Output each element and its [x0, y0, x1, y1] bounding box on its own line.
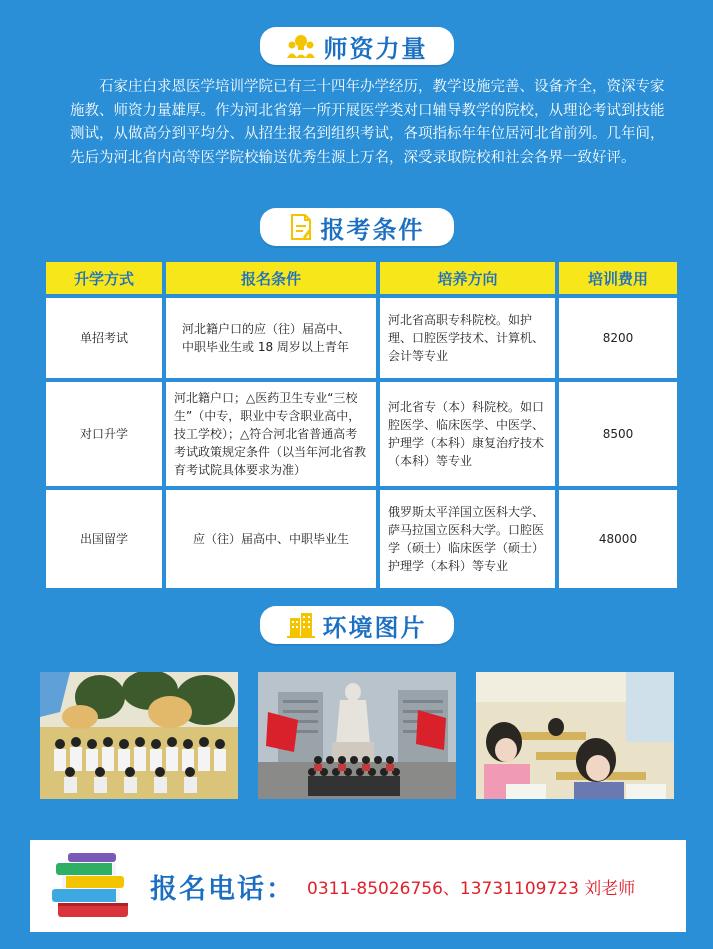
books-icon: [46, 851, 136, 921]
table-cell-method: 单招考试: [46, 298, 162, 378]
section-title-faculty: [260, 27, 454, 65]
section-title-environment: [260, 606, 454, 644]
contact-label: 报名电话：: [150, 873, 295, 905]
table-cell-requirement: 河北籍户口；△医药卫生专业“三校生”（中专，职业中专含职业高中，技工学校）；△符合河北省普通高考考试政策规定条件（以当年河北省教育考试院具体要求为准）: [166, 382, 376, 486]
table-cell-fee: 48000: [559, 490, 677, 588]
table-cell-requirement: 河北籍户口的应（往）届高中、中职毕业生或 18 周岁以上青年: [166, 298, 376, 378]
environment-photo-classroom: [476, 672, 674, 799]
table-cell-direction: 河北省高职专科院校。如护理、口腔医学技术、计算机、会计等专业: [380, 298, 555, 378]
table-header: 培养方向: [380, 262, 555, 294]
contact-box: [30, 840, 686, 932]
people-bulb-icon: [286, 33, 316, 59]
section-title-text: 环境图片: [322, 613, 427, 642]
table-cell-method: 对口升学: [46, 382, 162, 486]
faculty-description: 石家庄白求恩医学培训学院已有三十四年办学经历，教学设施完善、设备齐全，资深专家施教、师资力量雄厚。作为河北省第一所开展医学类对口辅导教学的院校，从理论考试到技能测试，从做高分到平均分、从招生报名到组织考试，各项指标年年位居河北省前列。几年间，先后为河北省内高等医学院校输送优秀生源上万名，深受录取院校和社会各界一致好评。: [70, 79, 665, 166]
table-cell-method: 出国留学: [46, 490, 162, 588]
table-cell-direction: 俄罗斯太平洋国立医科大学、萨马拉国立医科大学。口腔医学（硕士）临床医学（硕士）护理学（本科）等专业: [380, 490, 555, 588]
table-header: 升学方式: [46, 262, 162, 294]
requirements-table: [46, 262, 673, 584]
table-cell-fee: 8500: [559, 382, 677, 486]
section-title-text: 报考条件: [320, 215, 425, 244]
section-title-text: 师资力量: [323, 34, 428, 63]
environment-photo-statue-group: [258, 672, 456, 799]
table-cell-direction: 河北省专（本）科院校。如口腔医学、临床医学、中医学、护理学（本科）康复治疗技术（本科）等专业: [380, 382, 555, 486]
table-header: 培训费用: [559, 262, 677, 294]
document-icon: [289, 213, 313, 241]
table-cell-fee: 8200: [559, 298, 677, 378]
section-title-requirements: [260, 208, 454, 246]
table-cell-requirement: 应（往）届高中、中职毕业生: [166, 490, 376, 588]
environment-photo-outdoor-group: [40, 672, 238, 799]
table-header: 报名条件: [166, 262, 376, 294]
building-icon: [287, 612, 315, 638]
contact-phone-numbers[interactable]: 0311-85026756、13731109723 刘老师: [307, 878, 636, 899]
